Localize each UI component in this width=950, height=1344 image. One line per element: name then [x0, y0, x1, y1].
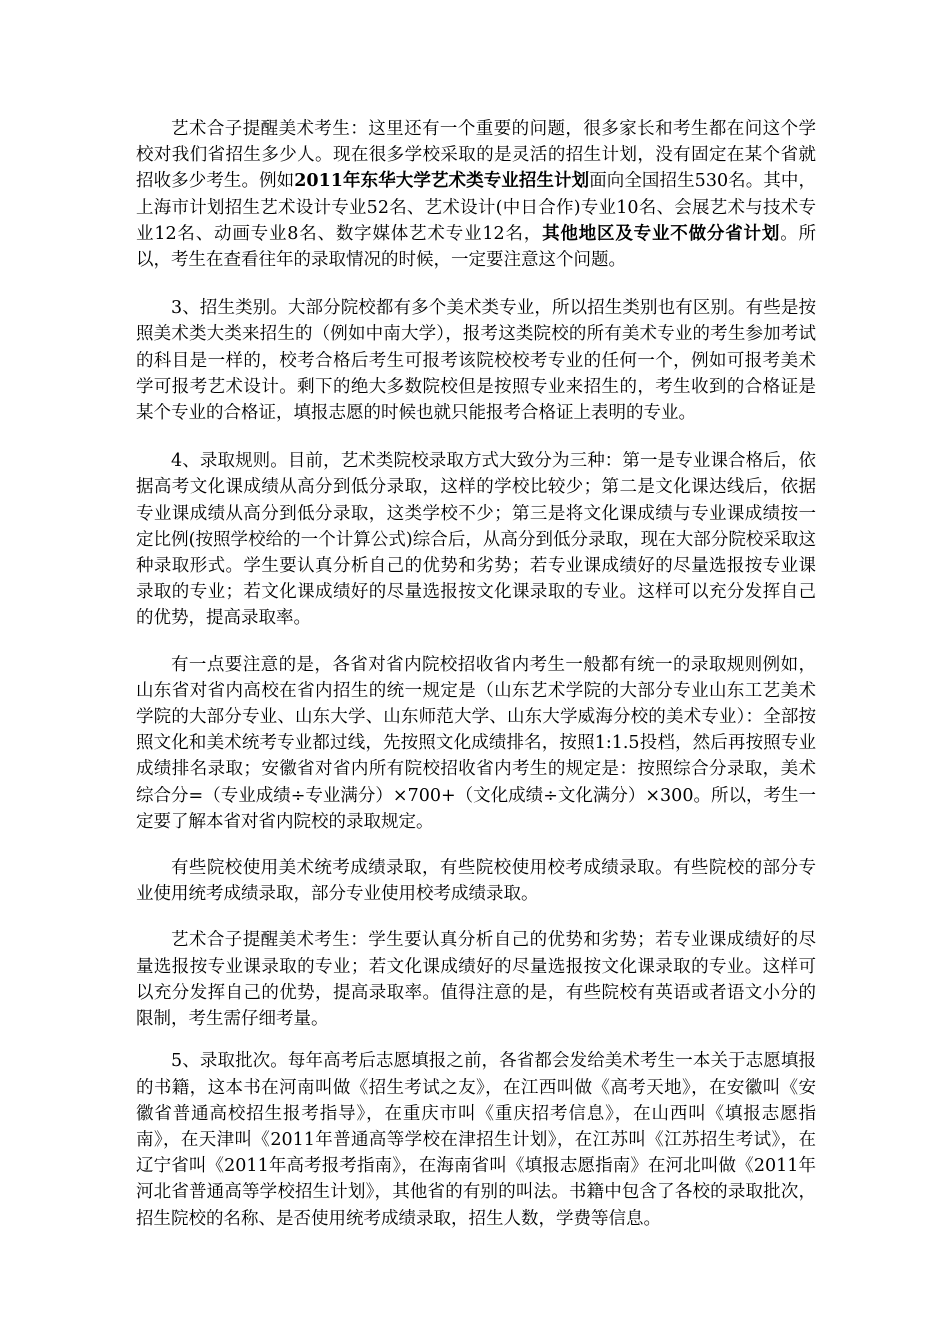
text-span: 面向全国招生530名。其中，上海市计划招生艺术设计专业52名、艺术设计(中日合作)专业10名、会展艺术与技术专业12名、动画专业8名、数字媒体艺术专业12名， — [136, 171, 816, 244]
paragraph-provincial-rules: 有一点要注意的是，各省对省内院校招收省内考生一般都有统一的录取规则例如，山东省对省内高校在省内招生的统一规定是（山东艺术学院的大部分专业山东工艺美术学院的大部分专业、山东大学、山东师范大学、山东大学威海分校的美术专业）：全部按照文化和美术统考专业都过线，先按照文化成绩排名，按照1:1.5投档，然后再按照专业成绩排名录取；安徽省对省内所有院校招收省内考生的规定是：按照综合分录取，美术综合分=（专业成绩÷专业满分）×700+（文化成绩÷文化满分）×300。所以，考生一定要了解本省对省内院校的录取规定。 — [136, 654, 816, 832]
document-page — [136, 116, 816, 1232]
paragraph-art-tip-quota — [136, 116, 816, 273]
paragraph-art-tip-analysis: 艺术合子提醒美术考生：学生要认真分析自己的优势和劣势；若专业课成绩好的尽量选报按专业课录取的专业；若文化课成绩好的尽量选报按文化课录取的专业。这样可以充分发挥自己的优势，提高录取率。值得注意的是，有些院校有英语或者语文小分的限制，考生需仔细考量。 — [136, 930, 816, 1030]
paragraph-admission-batch: 5、录取批次。每年高考后志愿填报之前，各省都会发给美术考生一本关于志愿填报的书籍，这本书在河南叫做《招生考试之友》，在江西叫做《高考天地》，在安徽叫《安徽省普通高校招生报考指导》，在重庆市叫《重庆招考信息》，在山西叫《填报志愿指南》，在天津叫《2011年普通高等学校在津招生计划》，在江苏叫《江苏招生考试》，在辽宁省叫《2011年高考报考指南》，在海南省叫《填报志愿指南》在河北叫做《2011年河北省普通高等学校招生计划》，其他省的有别的叫法。书籍中包含了各校的录取批次，招生院校的名称、是否使用统考成绩录取，招生人数，学费等信息。 — [136, 1051, 816, 1229]
paragraph-enrollment-category: 3、招生类别。大部分院校都有多个美术类专业，所以招生类别也有区别。有些是按照美术类大类来招生的（例如中南大学），报考这类院校的所有美术专业的考生参加考试的科目是一样的，校考合格后考生可报考该院校校考专业的任何一个，例如可报考美术学可报考艺术设计。剩下的绝大多数院校但是按照专业来招生的，考生收到的合格证是某个专业的合格证，填报志愿的时候也就只能报考合格证上表明的专业。 — [136, 298, 816, 424]
bold-text: 其他地区及专业不做分省计划 — [542, 223, 781, 244]
paragraph-admission-rules: 4、录取规则。目前，艺术类院校录取方式大致分为三种：第一是专业课合格后，依据高考文化课成绩从高分到低分录取，这样的学校比较少；第二是文化课达线后，依据专业课成绩从高分到低分录取，这类学校不少；第三是将文化课成绩与专业课成绩按一定比例(按照学校给的一个计算公式)综合后，从高分到低分录取，现在大部分院校采取这种录取形式。学生要认真分析自己的优势和劣势；若专业课成绩好的尽量选报按专业课录取的专业；若文化课成绩好的尽量选报按文化课录取的专业。这样可以充分发挥自己的优势，提高录取率。 — [136, 451, 816, 629]
bold-text: 2011年东华大学艺术类专业招生计划 — [294, 171, 590, 192]
text-span: 艺术合子提醒美术考生：这里还有一个重要的问题，很多家长和考生都在问这个学校对我们省招生多少人。现在很多学校采取的是灵活的招生计划，没有固定在某个省就招收多少考生。例如 — [136, 119, 816, 192]
text-span: 。所以，考生在查看往年的录取情况的时候，一定要注意这个问题。 — [136, 223, 817, 271]
paragraph-exam-score-usage: 有些院校使用美术统考成绩录取，有些院校使用校考成绩录取。有些院校的部分专业使用统考成绩录取，部分专业使用校考成绩录取。 — [136, 858, 816, 905]
